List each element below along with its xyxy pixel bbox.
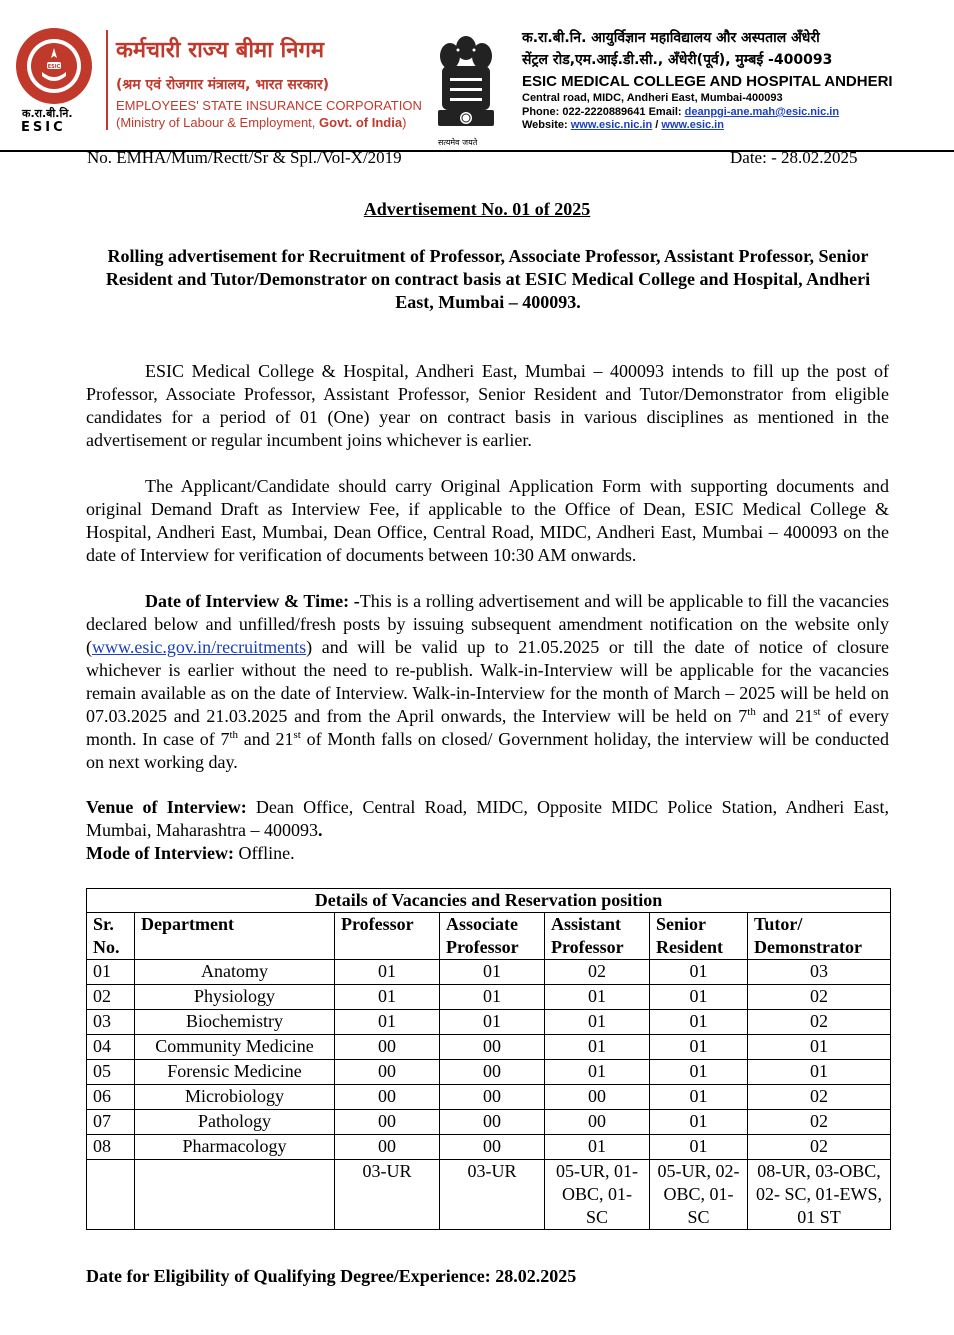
esic-abbr-hindi: क.रा.बी.नि.	[22, 107, 73, 120]
reference-number: No. EMHA/Mum/Rectt/Sr & Spl./Vol-X/2019	[87, 148, 402, 167]
org-name-english: EMPLOYEES' STATE INSURANCE CORPORATION	[116, 98, 422, 113]
table-row: 04 Community Medicine 00 00 01 01 01	[87, 1035, 891, 1060]
svg-text:ESIC: ESIC	[47, 64, 61, 70]
total-assistant: 05-UR, 01-OBC, 01-SC	[545, 1160, 650, 1230]
col-header-associate: Associate Professor	[440, 913, 545, 960]
document-date: Date: - 28.02.2025	[730, 148, 858, 167]
interview-paragraph: Date of Interview & Time: -This is a rolling advertisement and will be applicable to fill the vacancies declared below and unfilled/fresh posts by issuing subsequent amendment notification on the website only (www.esic.gov.in/recruitments) and will be valid up to 21.05.2025 or till the date of notice of closure whichever is earlier without the need to re-publish. Walk-in-Interview will be applicable for the vacancies remain available as on the date of Interview. Walk-in-Interview for the month of March – 2025 will be held on 07.03.2025 and 21.03.2025 and from the April onwards, the Interview will be held on 7th and 21st of every month. In case of 7th and 21st of Month falls on closed/ Government holiday, the interview will be conducted on next working day.	[86, 591, 889, 772]
col-header-department: Department	[135, 913, 335, 960]
table-row: 01 Anatomy 01 01 02 01 03	[87, 960, 891, 985]
vacancy-table	[86, 888, 891, 1230]
table-row: 06 Microbiology 00 00 00 01 02	[87, 1085, 891, 1110]
header-divider	[106, 30, 108, 130]
total-professor: 03-UR	[335, 1160, 440, 1230]
advertisement-subject: Rolling advertisement for Recruitment of Professor, Associate Professor, Assistant Professor, Senior Resident and Tutor/Demonstrator on contract basis at ESIC Medical College and Hospital, Andheri East, Mumbai – 400093.	[105, 246, 871, 312]
intro-paragraph: ESIC Medical College & Hospital, Andheri East, Mumbai – 400093 intends to fill up the post of Professor, Associate Professor, Assistant Professor, Senior Resident and Tutor/Demonstrator from eligible candidates for a period of 01 (One) year on contract basis in various disciplines as mentioned in the advertisement or regular incumbent joins whichever is earlier.	[86, 361, 889, 450]
col-header-senior: Senior Resident	[650, 913, 748, 960]
table-caption: Details of Vacancies and Reservation position	[87, 889, 891, 913]
table-row: 02 Physiology 01 01 01 01 02	[87, 985, 891, 1010]
recruitment-link[interactable]: www.esic.gov.in/recruitments	[92, 637, 307, 657]
ministry-english: (Ministry of Labour & Employment, Govt. of India)	[116, 115, 407, 130]
college-name-english: ESIC MEDICAL COLLEGE AND HOSPITAL ANDHERI	[522, 73, 893, 90]
website-link-2[interactable]: www.esic.in	[661, 119, 724, 131]
total-senior: 05-UR, 02-OBC, 01-SC	[650, 1160, 748, 1230]
col-header-tutor: Tutor/ Demonstrator	[748, 913, 891, 960]
total-tutor: 08-UR, 03-OBC, 02- SC, 01-EWS, 01 ST	[748, 1160, 891, 1230]
col-header-professor: Professor	[335, 913, 440, 960]
email-link[interactable]: deanpgi-ane.mah@esic.nic.in	[684, 106, 840, 118]
table-totals-row	[87, 1160, 891, 1230]
total-associate: 03-UR	[440, 1160, 545, 1230]
documents-paragraph: The Applicant/Candidate should carry Original Application Form with supporting documents and original Demand Draft as Interview Fee, if applicable to the Office of Dean, ESIC Medical College & Hospital, Andheri East, Mumbai, Dean Office, Central Road, MIDC, Andheri East, Mumbai – 400093 on the date of Interview for verification of documents between 10:30 AM onwards.	[86, 476, 889, 565]
national-emblem-icon	[428, 26, 504, 138]
eligibility-date: Date for Eligibility of Qualifying Degree/Experience: 28.02.2025	[86, 1266, 577, 1286]
college-contact: Phone: 022-2220889641 Email: deanpgi-ane.mah@esic.nic.in	[522, 106, 840, 118]
letterhead	[0, 0, 954, 152]
college-name-hindi: क.रा.बी.नि. आयुर्विज्ञान महाविद्यालय और अस्पताल अँधेरी	[522, 30, 820, 46]
venue-paragraph: Venue of Interview: Dean Office, Central Road, MIDC, Opposite MIDC Police Station, Andheri East, Mumbai, Maharashtra – 400093. Mode of Interview: Offline.	[86, 797, 889, 863]
ministry-hindi: (श्रम एवं रोजगार मंत्रालय, भारत सरकार)	[116, 77, 330, 93]
org-name-hindi: कर्मचारी राज्य बीमा निगम	[116, 38, 324, 63]
table-row: 07 Pathology 00 00 00 01 02	[87, 1110, 891, 1135]
esic-logo-icon	[14, 26, 94, 106]
website-link-1[interactable]: www.esic.nic.in	[570, 119, 653, 131]
table-row: 08 Pharmacology 00 00 01 01 02	[87, 1135, 891, 1160]
emblem-caption: सत्यमेव जयते	[438, 138, 478, 147]
col-header-sr: Sr. No.	[87, 913, 135, 960]
college-website: Website: www.esic.nic.in / www.esic.in	[522, 119, 724, 131]
college-address: Central road, MIDC, Andheri East, Mumbai-400093	[522, 92, 783, 104]
col-header-assistant: Assistant Professor	[545, 913, 650, 960]
college-address-hindi: सेंट्रल रोड,एम.आई.डी.सी., अँधेरी(पूर्व), मुम्बई -400093	[522, 52, 833, 68]
table-row: 05 Forensic Medicine 00 00 01 01 01	[87, 1060, 891, 1085]
advertisement-title: Advertisement No. 01 of 2025	[363, 199, 591, 219]
esic-abbr-english: ESIC	[21, 120, 66, 135]
table-row: 03 Biochemistry 01 01 01 01 02	[87, 1010, 891, 1035]
